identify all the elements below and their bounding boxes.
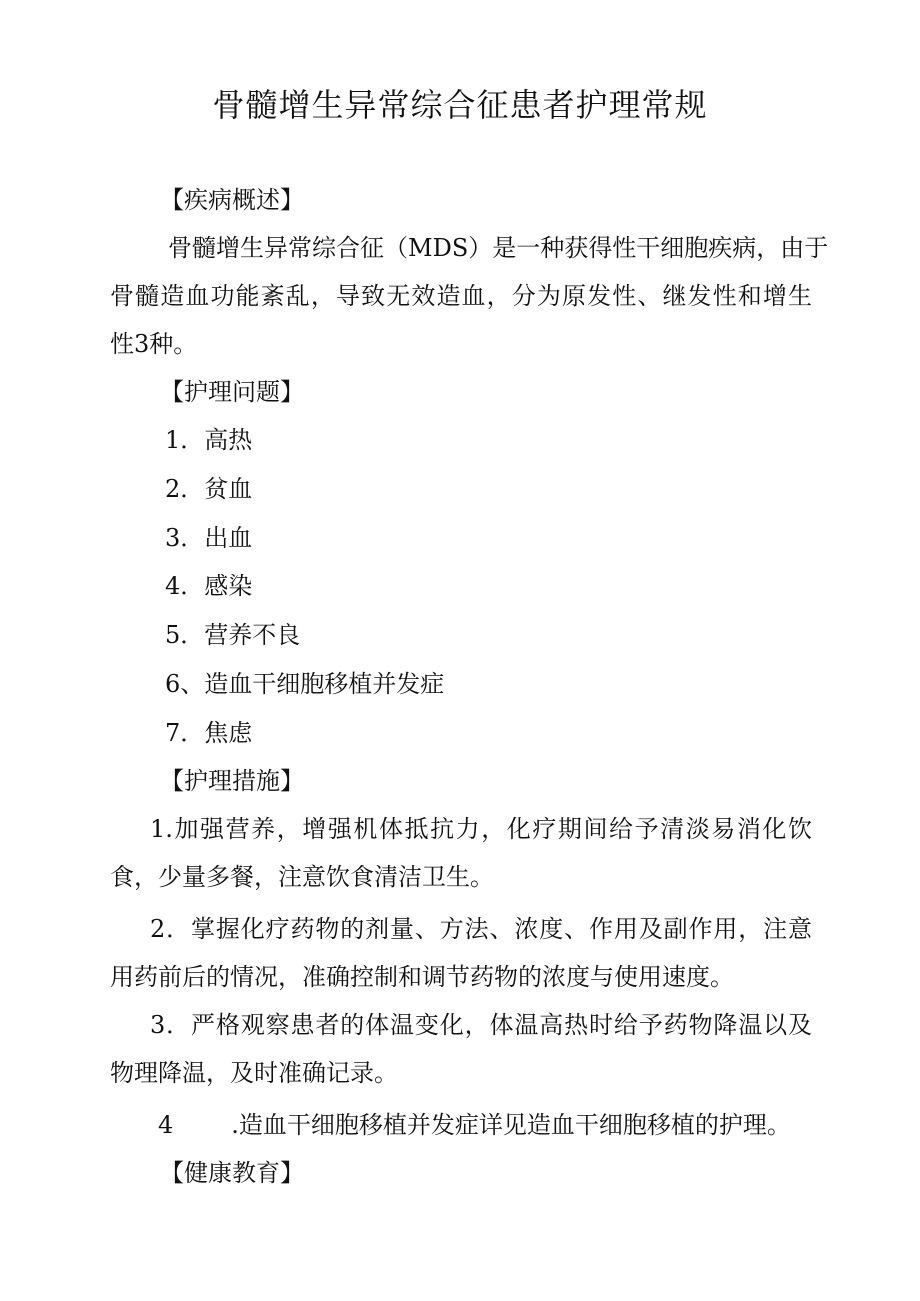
list-item: 7．焦虑: [165, 719, 253, 747]
page-title: 骨髓增生异常综合征患者护理常规: [212, 86, 708, 124]
paragraph-line: 骨髓增生异常综合征（MDS）是一种获得性干细胞疾病，由于: [168, 234, 829, 262]
paragraph-line: 用药前后的情况，准确控制和调节药物的浓度与使用速度。: [110, 963, 734, 991]
section-heading-problems: 【护理问题】: [160, 378, 304, 406]
section-heading-measures: 【护理措施】: [160, 767, 304, 795]
list-item: 2．贫血: [165, 475, 253, 503]
paragraph-line: 性3种。: [110, 330, 198, 358]
paragraph-line: 1.加强营养，增强机体抵抗力，化疗期间给予清淡易消化饮: [150, 815, 812, 843]
paragraph-line: 物理降温，及时准确记录。: [110, 1059, 398, 1087]
list-item: 4．感染: [165, 572, 253, 600]
paragraph-line: 3．严格观察患者的体温变化，体温高热时给予药物降温以及: [150, 1011, 812, 1039]
paragraph-line: 2．掌握化疗药物的剂量、方法、浓度、作用及副作用，注意: [150, 915, 812, 943]
paragraph-line: 食，少量多餐，注意饮食清洁卫生。: [110, 863, 494, 891]
item-text: .造血干细胞移植并发症详见造血干细胞移植的护理。: [231, 1111, 791, 1139]
list-item: 5．营养不良: [165, 621, 301, 649]
list-item: 3．出血: [165, 524, 253, 552]
list-item: 6、造血干细胞移植并发症: [165, 670, 445, 698]
item-number: 4: [158, 1111, 174, 1139]
paragraph-line: 骨髓造血功能紊乱，导致无效造血，分为原发性、继发性和增生: [110, 282, 812, 310]
section-heading-overview: 【疾病概述】: [160, 186, 304, 214]
section-heading-education: 【健康教育】: [160, 1159, 304, 1187]
list-item: 1．高热: [165, 426, 253, 454]
paragraph-line: [158, 1110, 791, 1140]
